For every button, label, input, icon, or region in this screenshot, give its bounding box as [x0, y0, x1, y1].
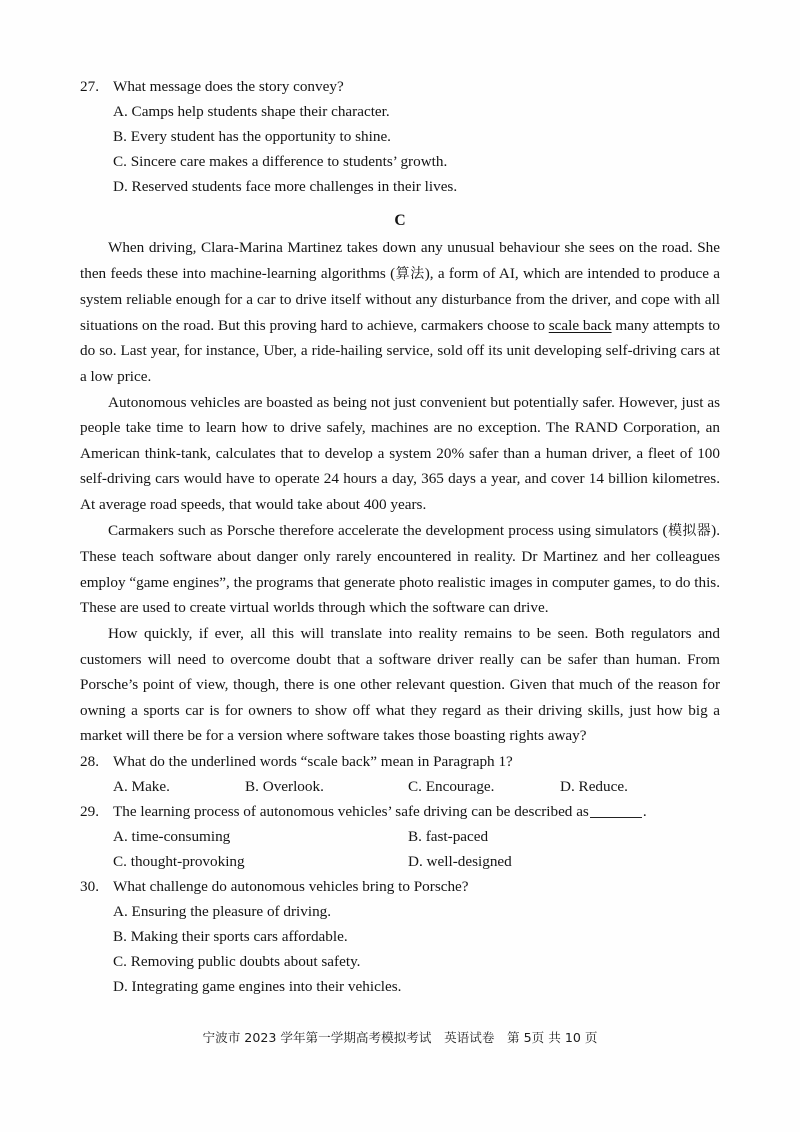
question-27-options: [80, 99, 720, 199]
passage-text-run: ), a form of AI, which are intended to produce a system reliable enough for a car to drive itself without any disturbance from the driver, and cope with all situations on the road. But this proving hard to achieve, carmakers choose to: [80, 264, 720, 334]
option-b[interactable]: B. Every student has the opportunity to shine.: [113, 128, 391, 145]
option-d[interactable]: D. Reserved students face more challenges in their lives.: [113, 178, 458, 195]
section-letter: C: [394, 212, 406, 229]
option-b[interactable]: B. Making their sports cars affordable.: [113, 927, 348, 945]
question-29-stem: [80, 799, 720, 824]
question-28-stem: [80, 749, 720, 774]
passage-paragraph-1: [80, 235, 720, 390]
option-c[interactable]: C. thought-provoking: [113, 852, 245, 870]
option-b[interactable]: B. fast-paced: [408, 827, 489, 845]
passage-paragraph-2: [80, 390, 720, 518]
chinese-gloss: 算法: [395, 265, 425, 282]
answer-blank[interactable]: [590, 817, 642, 818]
option-c[interactable]: C. Encourage.: [408, 777, 495, 795]
option-a[interactable]: A. time-consuming: [113, 827, 231, 845]
question-29-options-row1: [80, 824, 720, 849]
reading-passage: [80, 235, 720, 749]
page-content: [80, 74, 720, 999]
passage-text-run: ). These teach software about danger only rarely encountered in reality. Dr Martinez and her colleagues employ “game engines”, the programs that generate photo realistic images in computer games, to do this. These are used to create virtual worlds through which the software can drive.: [80, 521, 720, 617]
question-28-options: [80, 774, 720, 799]
passage-text-run: How quickly, if ever, all this will translate into reality remains to be seen. Both regulators and customers will need to overcome doubt that a software driver really can be safer than human. From Porsche’s point of view, though, there is one other relevant question. Given that much of the reason for owning a sports car is for owners to show off what they regard as their driving skills, just how big a market will there be for a version where software takes those boasting rights away?: [80, 624, 720, 745]
option-b[interactable]: B. Overlook.: [245, 777, 324, 795]
question-27-number: 27.: [80, 78, 99, 95]
question-29-stem-suffix: .: [642, 802, 647, 820]
question-28: [80, 749, 720, 799]
question-27: [80, 74, 720, 199]
question-29-stem-prefix: The learning process of autonomous vehicles’ safe driving can be described as: [113, 802, 589, 820]
question-29-options-row2: [80, 849, 720, 874]
page-footer: [0, 1028, 800, 1048]
passage-paragraph-3: [80, 518, 720, 621]
question-30: [80, 874, 720, 999]
question-29-number: 29.: [80, 802, 99, 820]
option-c[interactable]: C. Removing public doubts about safety.: [113, 952, 361, 970]
chinese-gloss: 模拟器: [667, 522, 712, 539]
option-a[interactable]: A. Make.: [113, 777, 170, 795]
question-28-number: 28.: [80, 752, 99, 770]
passage-text-run: Autonomous vehicles are boasted as being not just convenient but potentially safer. However, just as people take time to learn how to drive safely, machines are no exception. The RAND Corporation, an American think-tank, calculates that to develop a system 20% safer than a human driver, a fleet of 100 self-driving cars would have to operate 24 hours a day, 365 days a year, and cover 14 billion kilometres. At average road speeds, that would take about 400 years.: [80, 393, 720, 513]
option-d[interactable]: D. well-designed: [408, 852, 512, 870]
option-a[interactable]: A. Camps help students shape their character.: [113, 103, 390, 120]
underlined-phrase: scale back: [548, 316, 612, 334]
footer-text: 宁波市 2023 学年第一学期高考模拟考试 英语试卷 第 5页 共 10 页: [202, 1030, 598, 1045]
option-a[interactable]: A. Ensuring the pleasure of driving.: [113, 902, 332, 920]
option-d[interactable]: D. Integrating game engines into their vehicles.: [113, 977, 402, 995]
question-30-stem: [80, 874, 720, 899]
question-27-stem: [80, 74, 720, 99]
question-27-text: What message does the story convey?: [113, 78, 344, 95]
option-d[interactable]: D. Reduce.: [560, 777, 628, 795]
passage-text-run: many attempts to do so. Last year, for instance, Uber, a ride-hailing service, sold off its unit developing self-driving cars at a low price.: [80, 316, 721, 385]
passage-text-run: When driving, Clara-Marina Martinez takes down any unusual behaviour she sees on the road. She then feeds these into machine-learning algorithms (: [80, 239, 720, 282]
question-30-options: [80, 899, 720, 999]
option-c[interactable]: C. Sincere care makes a difference to students’ growth.: [113, 153, 448, 170]
question-30-number: 30.: [80, 877, 99, 895]
passage-text-run: Carmakers such as Porsche therefore accelerate the development process using simulators (: [108, 521, 668, 539]
question-29-text: [113, 799, 720, 824]
passage-paragraph-4: [80, 621, 720, 749]
question-28-text: What do the underlined words “scale back” mean in Paragraph 1?: [113, 752, 513, 770]
question-29: [80, 799, 720, 874]
question-30-text: What challenge do autonomous vehicles bring to Porsche?: [113, 877, 469, 895]
